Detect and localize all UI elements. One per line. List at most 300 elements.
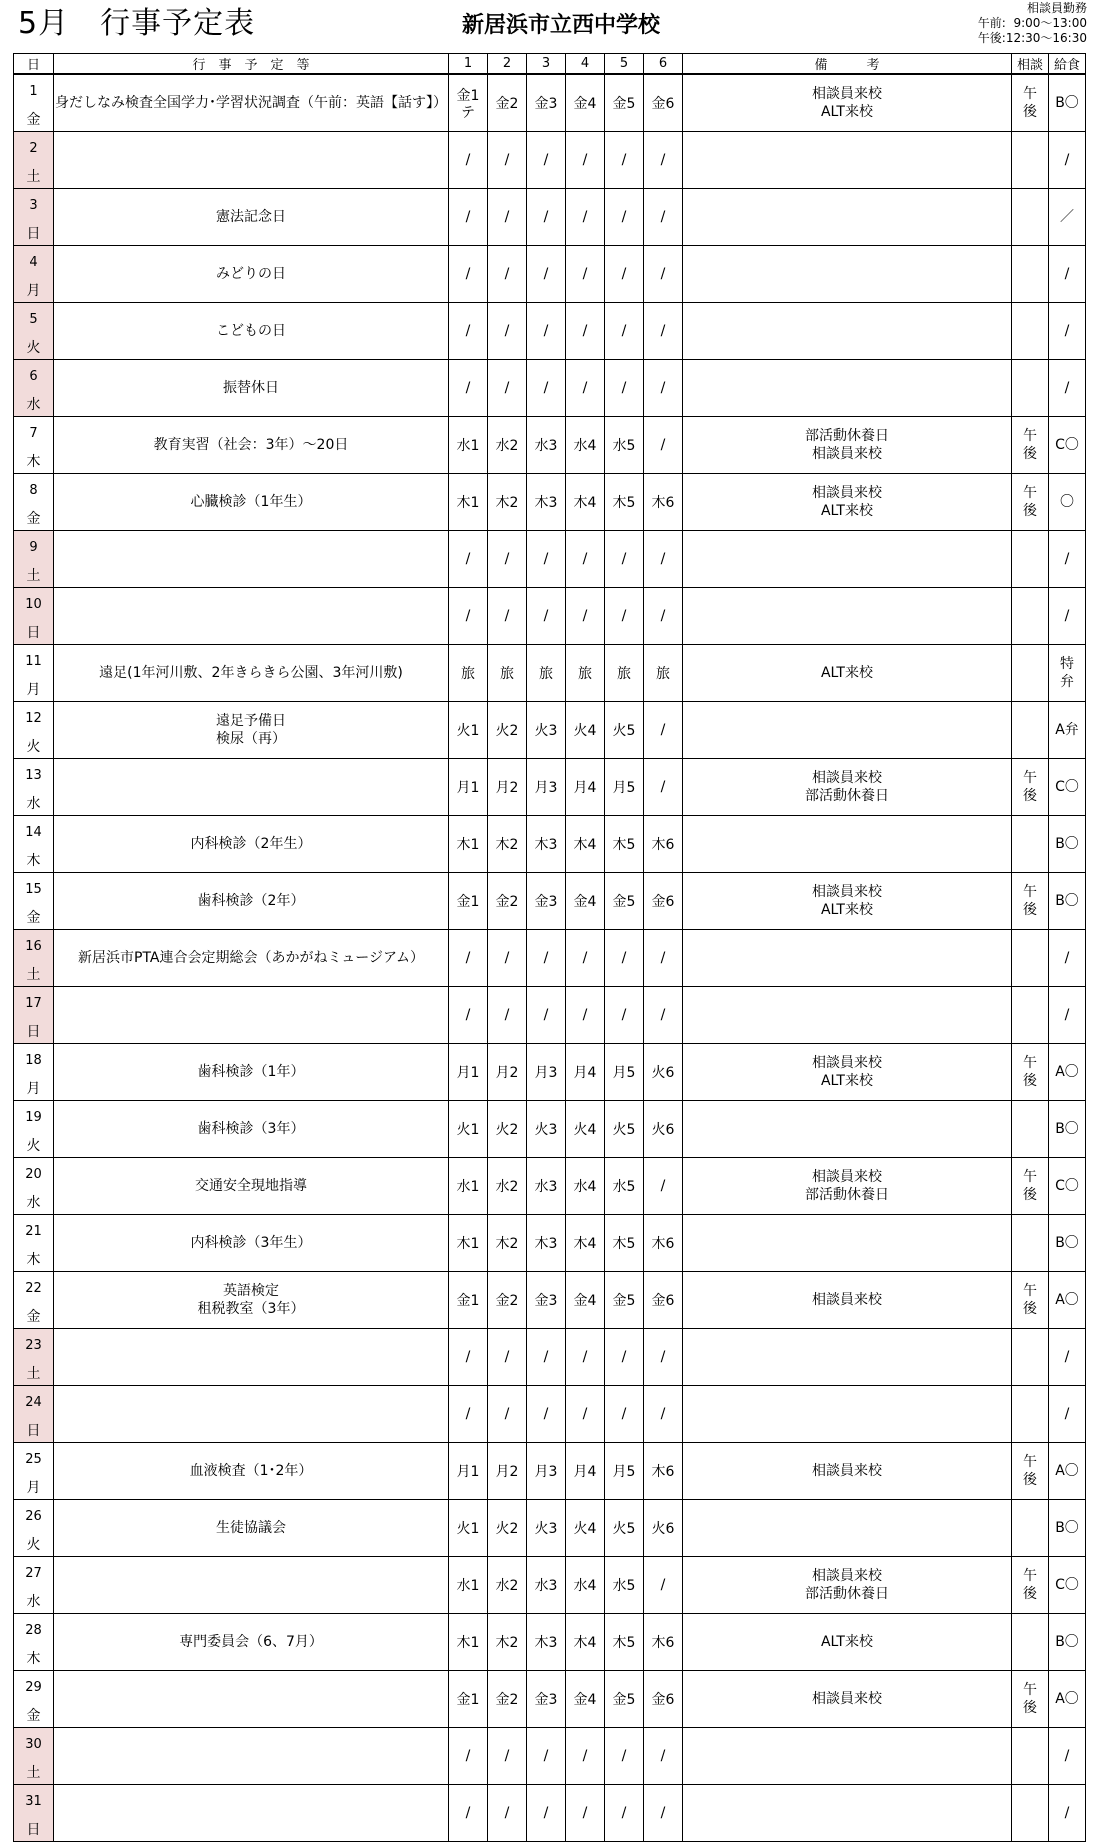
period-3-cell xyxy=(527,1671,566,1728)
period-value: / xyxy=(465,950,471,966)
period-value: / xyxy=(504,551,510,567)
lunch-cell xyxy=(1049,1101,1086,1158)
schedule-row xyxy=(14,246,1086,303)
period-1-cell xyxy=(449,645,488,702)
schedule-row xyxy=(14,1614,1086,1671)
counsel-cell xyxy=(1012,645,1049,702)
period-value: 金2 xyxy=(495,96,519,112)
schedule-row xyxy=(14,930,1086,987)
event-cell xyxy=(54,303,449,360)
day-cell xyxy=(14,1044,54,1101)
period-4-cell xyxy=(566,1557,605,1614)
event-text: 血液検査（1･2年） xyxy=(189,1463,313,1479)
period-value: / xyxy=(504,323,510,339)
event-cell xyxy=(54,1329,449,1386)
period-value: / xyxy=(582,1406,588,1422)
event-cell xyxy=(54,1500,449,1557)
weekday: 日 xyxy=(26,226,41,242)
counsel-cell xyxy=(1012,816,1049,873)
col-header-period-3: 3 xyxy=(527,54,566,75)
period-2-cell xyxy=(488,1785,527,1842)
event-cell xyxy=(54,1158,449,1215)
period-4-cell xyxy=(566,531,605,588)
period-3-cell xyxy=(527,1386,566,1443)
notes-cell xyxy=(683,132,1012,189)
period-1-cell xyxy=(449,930,488,987)
lunch-text: 〇 xyxy=(1060,494,1074,510)
note-text: ALT来校 xyxy=(820,104,873,120)
counsel-cell xyxy=(1012,189,1049,246)
counselor-hours xyxy=(978,1,1087,46)
notes-cell xyxy=(683,246,1012,303)
period-6-cell xyxy=(644,132,683,189)
period-3-cell xyxy=(527,588,566,645)
period-value: 金3 xyxy=(534,96,558,112)
schedule-row xyxy=(14,303,1086,360)
event-cell xyxy=(54,1386,449,1443)
period-value: 金1 xyxy=(456,1293,480,1309)
period-4-cell xyxy=(566,1785,605,1842)
period-5-cell xyxy=(605,132,644,189)
day-cell xyxy=(14,1386,54,1443)
lunch-text: / xyxy=(1064,1349,1070,1365)
period-5-cell xyxy=(605,1671,644,1728)
event-text: 心臓検診（1年生） xyxy=(190,494,312,510)
day-cell xyxy=(14,1443,54,1500)
day-cell xyxy=(14,1500,54,1557)
period-2-cell xyxy=(488,1500,527,1557)
period-value: / xyxy=(504,950,510,966)
period-value: 水1 xyxy=(456,438,480,454)
period-value: 木4 xyxy=(573,495,597,511)
period-value: 水4 xyxy=(573,1578,597,1594)
weekday: 土 xyxy=(26,568,41,584)
event-text: 振替休日 xyxy=(223,380,279,396)
col-header-period-6: 6 xyxy=(644,54,683,75)
period-3-cell xyxy=(527,132,566,189)
lunch-text: / xyxy=(1064,950,1070,966)
period-5-cell xyxy=(605,303,644,360)
period-value: / xyxy=(543,152,549,168)
day-number: 29 xyxy=(25,1680,42,1695)
weekday: 水 xyxy=(26,1195,41,1211)
period-2-cell xyxy=(488,1728,527,1785)
period-5-cell xyxy=(605,645,644,702)
period-2-cell xyxy=(488,360,527,417)
period-2-cell xyxy=(488,873,527,930)
period-value: / xyxy=(660,1007,666,1023)
counsel-cell xyxy=(1012,1215,1049,1272)
lunch-text: A〇 xyxy=(1055,1064,1079,1080)
period-value: 旅 xyxy=(656,666,670,682)
event-cell xyxy=(54,1785,449,1842)
period-2-cell xyxy=(488,930,527,987)
period-value: / xyxy=(504,1748,510,1764)
period-1-cell xyxy=(449,189,488,246)
period-value: 木4 xyxy=(573,1635,597,1651)
weekday: 日 xyxy=(26,1822,41,1838)
period-5-cell xyxy=(605,1329,644,1386)
period-1-cell xyxy=(449,1101,488,1158)
period-value: / xyxy=(582,1805,588,1821)
notes-cell xyxy=(683,531,1012,588)
event-text: 教育実習（社会：3年）～20日 xyxy=(153,437,349,453)
counsel-text: 午 xyxy=(1023,485,1037,501)
counsel-cell xyxy=(1012,1557,1049,1614)
period-value: 木5 xyxy=(612,495,636,511)
period-3-cell xyxy=(527,930,566,987)
schedule-row xyxy=(14,702,1086,759)
period-value: 木4 xyxy=(573,837,597,853)
period-value: / xyxy=(465,266,471,282)
counsel-text: 午 xyxy=(1023,884,1037,900)
period-4-cell xyxy=(566,1671,605,1728)
period-value: 火1 xyxy=(456,1521,480,1537)
day-cell xyxy=(14,74,54,132)
weekday: 日 xyxy=(26,1423,41,1439)
period-6-cell xyxy=(644,588,683,645)
day-number: 15 xyxy=(25,882,42,897)
period-3-cell xyxy=(527,474,566,531)
period-value: / xyxy=(660,1577,666,1593)
notes-cell xyxy=(683,1671,1012,1728)
notes-cell xyxy=(683,816,1012,873)
period-1-cell xyxy=(449,1671,488,1728)
period-6-cell xyxy=(644,189,683,246)
period-4-cell xyxy=(566,588,605,645)
schedule-row xyxy=(14,987,1086,1044)
period-5-cell xyxy=(605,474,644,531)
notes-cell xyxy=(683,759,1012,816)
counselor-heading: 相談員勤務 xyxy=(1026,1,1087,15)
period-value: 火5 xyxy=(612,723,636,739)
period-value: / xyxy=(582,608,588,624)
period-6-cell xyxy=(644,1443,683,1500)
weekday: 金 xyxy=(26,1309,41,1325)
schedule-row xyxy=(14,1728,1086,1785)
period-value: 金4 xyxy=(573,1293,597,1309)
schedule-row xyxy=(14,474,1086,531)
note-text: 部活動休養日 xyxy=(805,1586,889,1602)
period-value: / xyxy=(543,209,549,225)
period-2-cell xyxy=(488,74,527,132)
weekday: 土 xyxy=(26,967,41,983)
event-text: 交通安全現地指導 xyxy=(195,1178,307,1194)
period-5-cell xyxy=(605,816,644,873)
period-1-cell xyxy=(449,1329,488,1386)
period-value: 金5 xyxy=(612,1293,636,1309)
period-value: / xyxy=(543,1748,549,1764)
period-3-cell xyxy=(527,1785,566,1842)
day-number: 21 xyxy=(25,1224,42,1239)
counsel-text: 後 xyxy=(1023,503,1037,519)
counsel-cell xyxy=(1012,360,1049,417)
period-value: 木5 xyxy=(612,837,636,853)
period-value: 月2 xyxy=(495,1065,519,1081)
period-value: 旅 xyxy=(461,666,475,682)
period-value: 月4 xyxy=(573,1065,597,1081)
period-5-cell xyxy=(605,1272,644,1329)
counsel-cell xyxy=(1012,1158,1049,1215)
period-1-cell xyxy=(449,74,488,132)
period-value: / xyxy=(660,1805,666,1821)
lunch-text: B〇 xyxy=(1055,95,1079,111)
period-value: 火6 xyxy=(651,1521,675,1537)
period-5-cell xyxy=(605,873,644,930)
period-value: 月1 xyxy=(456,1464,480,1480)
period-value: / xyxy=(621,380,627,396)
period-4-cell xyxy=(566,474,605,531)
period-4-cell xyxy=(566,873,605,930)
period-4-cell xyxy=(566,246,605,303)
event-cell xyxy=(54,702,449,759)
period-4-cell xyxy=(566,930,605,987)
period-value: 水2 xyxy=(495,438,519,454)
lunch-cell xyxy=(1049,1728,1086,1785)
lunch-cell xyxy=(1049,246,1086,303)
period-5-cell xyxy=(605,1500,644,1557)
period-value: 火6 xyxy=(651,1122,675,1138)
event-text: 歯科検診（2年） xyxy=(197,893,305,909)
day-number: 1 xyxy=(29,84,38,99)
period-5-cell xyxy=(605,1386,644,1443)
weekday: 木 xyxy=(26,454,41,470)
counsel-cell xyxy=(1012,1101,1049,1158)
notes-cell xyxy=(683,1500,1012,1557)
period-value: 火2 xyxy=(495,723,519,739)
lunch-cell xyxy=(1049,360,1086,417)
lunch-cell xyxy=(1049,417,1086,474)
notes-cell xyxy=(683,417,1012,474)
period-2-cell xyxy=(488,531,527,588)
note-text: 部活動休養日 xyxy=(805,1187,889,1203)
note-text: 相談員来校 xyxy=(812,1568,882,1584)
counsel-text: 後 xyxy=(1023,788,1037,804)
event-cell xyxy=(54,132,449,189)
day-number: 2 xyxy=(29,141,38,156)
counsel-cell xyxy=(1012,1614,1049,1671)
schedule-row xyxy=(14,1557,1086,1614)
period-value: / xyxy=(504,1007,510,1023)
period-5-cell xyxy=(605,74,644,132)
lunch-text: / xyxy=(1064,1748,1070,1764)
day-cell xyxy=(14,1101,54,1158)
period-5-cell xyxy=(605,1044,644,1101)
day-number: 31 xyxy=(25,1794,42,1809)
event-cell xyxy=(54,1671,449,1728)
weekday: 土 xyxy=(26,1765,41,1781)
counsel-cell xyxy=(1012,759,1049,816)
counselor-pm-hours: 午後:12:30～16:30 xyxy=(977,31,1087,45)
period-value: 木1 xyxy=(456,837,480,853)
counsel-cell xyxy=(1012,531,1049,588)
note-text: ALT来校 xyxy=(820,1634,873,1650)
period-value: / xyxy=(543,1406,549,1422)
period-value: / xyxy=(621,1406,627,1422)
counsel-text: 午 xyxy=(1023,1283,1037,1299)
period-2-cell xyxy=(488,1044,527,1101)
period-4-cell xyxy=(566,1044,605,1101)
period-6-cell xyxy=(644,417,683,474)
period-6-cell xyxy=(644,702,683,759)
period-value: / xyxy=(582,1349,588,1365)
period-value: / xyxy=(465,1349,471,1365)
day-cell xyxy=(14,1272,54,1329)
period-5-cell xyxy=(605,417,644,474)
lunch-text: / xyxy=(1064,608,1070,624)
period-value: 火5 xyxy=(612,1521,636,1537)
event-text: みどりの日 xyxy=(216,266,286,282)
period-value: 月4 xyxy=(573,780,597,796)
period-2-cell xyxy=(488,303,527,360)
period-2-cell xyxy=(488,1386,527,1443)
note-text: ALT来校 xyxy=(820,665,873,681)
period-value: 水3 xyxy=(534,438,558,454)
period-value: 金5 xyxy=(612,894,636,910)
period-value: / xyxy=(543,608,549,624)
period-value: 月2 xyxy=(495,1464,519,1480)
notes-cell xyxy=(683,1158,1012,1215)
period-value: / xyxy=(621,323,627,339)
event-cell xyxy=(54,531,449,588)
event-text: 租税教室（3年） xyxy=(197,1301,305,1317)
lunch-cell xyxy=(1049,474,1086,531)
period-3-cell xyxy=(527,816,566,873)
day-number: 4 xyxy=(29,255,38,270)
day-number: 27 xyxy=(25,1566,42,1581)
lunch-text: C〇 xyxy=(1055,1577,1079,1593)
period-4-cell xyxy=(566,645,605,702)
notes-cell xyxy=(683,474,1012,531)
period-value: 火2 xyxy=(495,1122,519,1138)
period-2-cell xyxy=(488,702,527,759)
day-number: 28 xyxy=(25,1623,42,1638)
note-text: 相談員来校 xyxy=(812,86,882,102)
day-cell xyxy=(14,246,54,303)
schedule-row xyxy=(14,1215,1086,1272)
event-cell xyxy=(54,417,449,474)
period-4-cell xyxy=(566,1728,605,1785)
period-6-cell xyxy=(644,246,683,303)
period-6-cell xyxy=(644,303,683,360)
schedule-row xyxy=(14,132,1086,189)
day-number: 13 xyxy=(25,768,42,783)
col-header-events: 行 事 予 定 等 xyxy=(54,54,449,75)
note-text: ALT来校 xyxy=(820,902,873,918)
period-6-cell xyxy=(644,1044,683,1101)
counsel-text: 後 xyxy=(1023,902,1037,918)
notes-cell xyxy=(683,987,1012,1044)
counsel-text: 午 xyxy=(1023,1055,1037,1071)
period-value: 月1 xyxy=(456,780,480,796)
period-value: / xyxy=(582,266,588,282)
period-value: 火4 xyxy=(573,1122,597,1138)
period-6-cell xyxy=(644,816,683,873)
schedule-row xyxy=(14,360,1086,417)
period-value: / xyxy=(543,323,549,339)
period-6-cell xyxy=(644,1386,683,1443)
event-cell xyxy=(54,1215,449,1272)
day-number: 3 xyxy=(29,198,38,213)
period-value: 水5 xyxy=(612,1179,636,1195)
counsel-cell xyxy=(1012,930,1049,987)
period-6-cell xyxy=(644,1671,683,1728)
note-text: 部活動休養日 xyxy=(805,788,889,804)
period-value: 月3 xyxy=(534,780,558,796)
period-value: / xyxy=(660,1349,666,1365)
period-2-cell xyxy=(488,1272,527,1329)
period-value: / xyxy=(582,551,588,567)
schedule-row xyxy=(14,1329,1086,1386)
day-number: 22 xyxy=(25,1281,42,1296)
period-2-cell xyxy=(488,417,527,474)
lunch-cell xyxy=(1049,1158,1086,1215)
period-1-cell xyxy=(449,1785,488,1842)
period-3-cell xyxy=(527,1158,566,1215)
day-cell xyxy=(14,873,54,930)
weekday: 日 xyxy=(26,625,41,641)
period-value: 火3 xyxy=(534,723,558,739)
period-6-cell xyxy=(644,1728,683,1785)
period-1-cell xyxy=(449,987,488,1044)
counsel-cell xyxy=(1012,303,1049,360)
event-cell xyxy=(54,1557,449,1614)
day-cell xyxy=(14,1329,54,1386)
period-value: / xyxy=(543,1349,549,1365)
day-number: 23 xyxy=(25,1338,42,1353)
period-value: 金3 xyxy=(534,1293,558,1309)
period-5-cell xyxy=(605,189,644,246)
col-header-lunch: 給食 xyxy=(1049,54,1086,75)
period-1-cell xyxy=(449,1614,488,1671)
period-3-cell xyxy=(527,1500,566,1557)
lunch-text: B〇 xyxy=(1055,1235,1079,1251)
schedule-row xyxy=(14,645,1086,702)
schedule-body xyxy=(14,74,1086,1842)
period-value: 金4 xyxy=(573,96,597,112)
lunch-text: C〇 xyxy=(1055,779,1079,795)
event-cell xyxy=(54,930,449,987)
period-value: / xyxy=(465,1007,471,1023)
event-text: 憲法記念日 xyxy=(216,209,286,225)
period-6-cell xyxy=(644,360,683,417)
period-3-cell xyxy=(527,360,566,417)
period-value: 木1 xyxy=(456,1635,480,1651)
period-value: / xyxy=(504,1805,510,1821)
period-value: 金1 xyxy=(456,894,480,910)
period-2-cell xyxy=(488,1215,527,1272)
period-3-cell xyxy=(527,1044,566,1101)
counsel-text: 後 xyxy=(1023,1187,1037,1203)
schedule-row xyxy=(14,1386,1086,1443)
event-text: 歯科検診（3年） xyxy=(197,1121,305,1137)
period-5-cell xyxy=(605,1101,644,1158)
event-text: 内科検診（3年生） xyxy=(190,1235,312,1251)
day-number: 20 xyxy=(25,1167,42,1182)
period-value: / xyxy=(465,209,471,225)
period-3-cell xyxy=(527,1272,566,1329)
period-3-cell xyxy=(527,1614,566,1671)
period-value: 木3 xyxy=(534,495,558,511)
period-value: / xyxy=(621,1349,627,1365)
period-value: / xyxy=(504,266,510,282)
lunch-cell xyxy=(1049,759,1086,816)
lunch-text: A〇 xyxy=(1055,1292,1079,1308)
col-header-counsel: 相談 xyxy=(1012,54,1049,75)
notes-cell xyxy=(683,1728,1012,1785)
period-4-cell xyxy=(566,189,605,246)
period-value: 木3 xyxy=(534,1635,558,1651)
